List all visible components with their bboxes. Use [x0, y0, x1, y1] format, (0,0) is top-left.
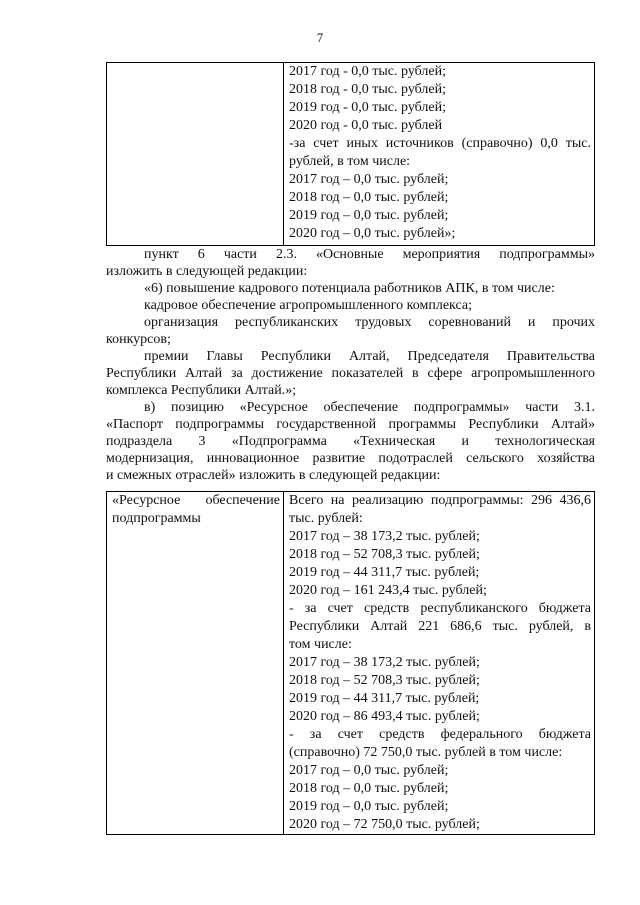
text-line: конкурсов; [106, 332, 171, 347]
table2-line: тыс. рублей: [289, 511, 363, 526]
paragraph-staffing [106, 297, 595, 314]
table1-left-cell [107, 63, 284, 246]
table2-line: 2018 год – 0,0 тыс. рублей; [289, 781, 449, 796]
paragraph-item-v [106, 399, 595, 484]
table1-line: 2017 год – 0,0 тыс. рублей; [289, 172, 449, 187]
text-line: «6) повышение кадрового потенциала работников АПК, в том числе: [144, 281, 555, 296]
text-line: премии Главы Республики Алтай, Председателя Правительства [144, 349, 595, 364]
table2-line: 2020 год – 72 750,0 тыс. рублей; [289, 817, 480, 832]
table1-line: 2019 год – 0,0 тыс. рублей; [289, 208, 449, 223]
table2-line: - за счет средств республиканского бюджета [289, 601, 591, 616]
table2-line: 2017 год – 38 173,2 тыс. рублей; [289, 655, 480, 670]
text-line: модернизация, инновационное развитие подотраслей сельского хозяйства [106, 451, 595, 466]
text-line: и смежных отраслей» изложить в следующей редакции: [106, 468, 441, 483]
table1-line: 2018 год - 0,0 тыс. рублей; [289, 82, 447, 97]
resource-provision-table [106, 491, 595, 835]
table2-line: 2019 год – 0,0 тыс. рублей; [289, 799, 449, 814]
table2-line: том числе: [289, 637, 352, 652]
table1-line: -за счет иных источников (справочно) 0,0 тыс. [289, 136, 591, 151]
table2-line: (справочно) 72 750,0 тыс. рублей в том числе: [289, 745, 563, 760]
table2-line: 2019 год – 44 311,7 тыс. рублей; [289, 565, 480, 580]
table2-label: подпрограммы [112, 511, 201, 526]
table1-line: 2019 год - 0,0 тыс. рублей; [289, 100, 447, 115]
text-line: в) позицию «Ресурсное обеспечение подпрограммы» части 3.1. [144, 400, 595, 415]
text-line: изложить в следующей редакции: [106, 264, 308, 279]
table2-line: 2018 год – 52 708,3 тыс. рублей; [289, 547, 480, 562]
text-line: организация республиканских трудовых соревнований и прочих [144, 315, 595, 330]
table2-line: 2019 год – 44 311,7 тыс. рублей; [289, 691, 480, 706]
paragraph-item-6 [106, 280, 595, 297]
text-line: пункт 6 части 2.3. «Основные мероприятия подпрограммы» [144, 247, 595, 262]
funding-table-continued [106, 62, 595, 246]
table2-line: 2020 год – 161 243,4 тыс. рублей; [289, 583, 487, 598]
text-line: Республики Алтай за достижение показателей в сфере агропромышленного [106, 366, 595, 381]
document-body [106, 246, 595, 484]
table2-line: Республики Алтай 221 686,6 тыс. рублей, в [289, 619, 591, 634]
text-line: «Паспорт подпрограммы государственной программы Республики Алтай» [106, 417, 595, 432]
table2-left-cell [107, 492, 284, 835]
table1-line: 2020 год - 0,0 тыс. рублей [289, 118, 443, 133]
paragraph-item-6-heading [106, 246, 595, 280]
text-line: подраздела 3 «Подпрограмма «Техническая и технологическая [106, 434, 595, 449]
table2-line: 2020 год – 86 493,4 тыс. рублей; [289, 709, 480, 724]
table1-right-cell [284, 63, 595, 246]
text-line: кадровое обеспечение агропромышленного комплекса; [144, 298, 472, 313]
table2-line: 2017 год – 38 173,2 тыс. рублей; [289, 529, 480, 544]
page-number: 7 [316, 30, 324, 45]
table2-line: 2017 год – 0,0 тыс. рублей; [289, 763, 449, 778]
table1-line: рублей, в том числе: [289, 154, 411, 169]
table2-line: Всего на реализацию подпрограммы: 296 436,6 [289, 493, 591, 508]
table2-right-cell [284, 492, 595, 835]
table1-line: 2018 год – 0,0 тыс. рублей; [289, 190, 449, 205]
table2-label: «Ресурсное обеспечение [112, 493, 280, 508]
table1-line: 2020 год – 0,0 тыс. рублей»; [289, 226, 456, 241]
table1-line: 2017 год - 0,0 тыс. рублей; [289, 64, 447, 79]
paragraph-awards [106, 348, 595, 399]
table2-line: 2018 год – 52 708,3 тыс. рублей; [289, 673, 480, 688]
paragraph-competitions [106, 314, 595, 348]
table2-line: - за счет средств федерального бюджета [289, 727, 591, 742]
text-line: комплекса Республики Алтай.»; [106, 383, 297, 398]
